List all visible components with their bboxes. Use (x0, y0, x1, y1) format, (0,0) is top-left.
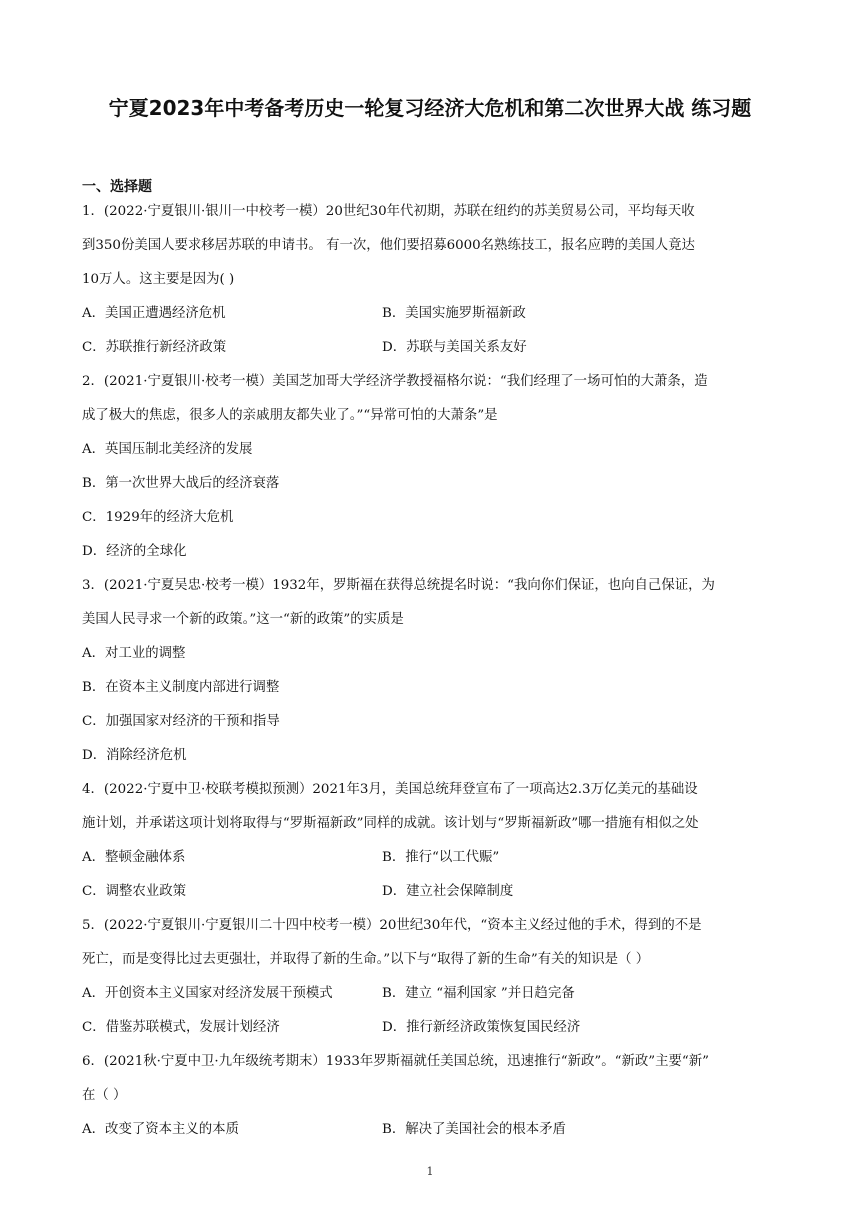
answer-option: D．推行新经济政策恢复国民经济 (382, 1020, 581, 1035)
option-row (82, 336, 782, 370)
question-stem-line: 10万人。这主要是因为( ) (82, 272, 235, 287)
question-stem-line: 4．(2022·宁夏中卫·校联考模拟预测）2021年3月，美国总统拜登宣布了一项高达2.3万亿美元的基础设 (82, 782, 698, 797)
question-stem-line: 死亡，而是变得比过去更强壮，并取得了新的生命。”以下与“取得了新的生命”有关的知识是（ ） (82, 952, 650, 967)
option-row (82, 302, 782, 336)
question-stem-line: 3．(2021·宁夏吴忠·校考一模）1932年，罗斯福在获得总统提名时说：“我向你们保证，也向自己保证，为 (82, 578, 715, 593)
question-stem-line: 5．(2022·宁夏银川·宁夏银川二十四中校考一模）20世纪30年代，“资本主义经过他的手术，得到的不是 (82, 918, 702, 933)
answer-option: B．建立 “福利国家 ”并日趋完备 (382, 986, 575, 1001)
option-row (82, 846, 782, 880)
answer-option: C．调整农业政策 (82, 884, 186, 899)
question-stem-line: 施计划，并承诺这项计划将取得与“罗斯福新政”同样的成就。该计划与“罗斯福新政”哪一措施有相似之处 (82, 816, 699, 831)
answer-option: C．苏联推行新经济政策 (82, 340, 227, 355)
answer-option: A．改变了资本主义的本质 (82, 1122, 239, 1137)
question-stem-line: 在（ ） (82, 1088, 127, 1103)
answer-option: D．建立社会保障制度 (382, 884, 514, 899)
answer-option: A．美国正遭遇经济危机 (82, 306, 226, 321)
question-stem-line: 6．(2021秋·宁夏中卫·九年级统考期末）1933年罗斯福就任美国总统，迅速推行“新政”。“新政”主要“新” (82, 1054, 709, 1069)
answer-option: A．英国压制北美经济的发展 (82, 442, 253, 457)
option-row (82, 982, 782, 1016)
option-row (82, 1118, 782, 1152)
question-6 (82, 1050, 782, 1152)
answer-option: B．解决了美国社会的根本矛盾 (382, 1122, 566, 1137)
question-stem-line: 2．(2021·宁夏银川·校考一模）美国芝加哥大学经济学教授福格尔说：“我们经理了一场可怕的大萧条，造 (82, 374, 708, 389)
answer-option: B．第一次世界大战后的经济衰落 (82, 476, 280, 491)
answer-option: B．美国实施罗斯福新政 (382, 306, 526, 321)
answer-option: B．推行“以工代赈” (382, 850, 500, 865)
section-heading: 一、选择题 (82, 179, 152, 195)
answer-option: C．借鉴苏联模式，发展计划经济 (82, 1020, 280, 1035)
question-5 (82, 914, 782, 1050)
question-list (82, 200, 782, 1152)
answer-option: C．加强国家对经济的干预和指导 (82, 714, 280, 729)
answer-option: D．苏联与美国关系友好 (382, 340, 527, 355)
answer-option: D．经济的全球化 (82, 544, 187, 559)
question-3 (82, 574, 782, 778)
document-title: 宁夏2023年中考备考历史一轮复习经济大危机和第二次世界大战 练习题 (108, 96, 752, 120)
option-row (82, 880, 782, 914)
answer-option: A．对工业的调整 (82, 646, 186, 661)
question-stem-line: 1．(2022·宁夏银川·银川一中校考一模）20世纪30年代初期，苏联在纽约的苏美贸易公司，平均每天收 (82, 204, 695, 219)
page-number: 1 (426, 1165, 434, 1178)
answer-option: A．开创资本主义国家对经济发展干预模式 (82, 986, 333, 1001)
question-stem-line: 美国人民寻求一个新的政策。”这一“新的政策”的实质是 (82, 612, 404, 627)
question-stem-line: 成了极大的焦虑，很多人的亲戚朋友都失业了。”“异常可怕的大萧条”是 (82, 408, 498, 423)
question-stem-line: 到350份美国人要求移居苏联的申请书。 有一次，他们要招募6000名熟练技工，报名应聘的美国人竟达 (82, 238, 695, 253)
question-4 (82, 778, 782, 914)
question-1 (82, 200, 782, 370)
answer-option: D．消除经济危机 (82, 748, 187, 763)
answer-option: A．整顿金融体系 (82, 850, 186, 865)
option-row (82, 1016, 782, 1050)
answer-option: B．在资本主义制度内部进行调整 (82, 680, 280, 695)
answer-option: C．1929年的经济大危机 (82, 510, 234, 525)
question-2 (82, 370, 782, 574)
